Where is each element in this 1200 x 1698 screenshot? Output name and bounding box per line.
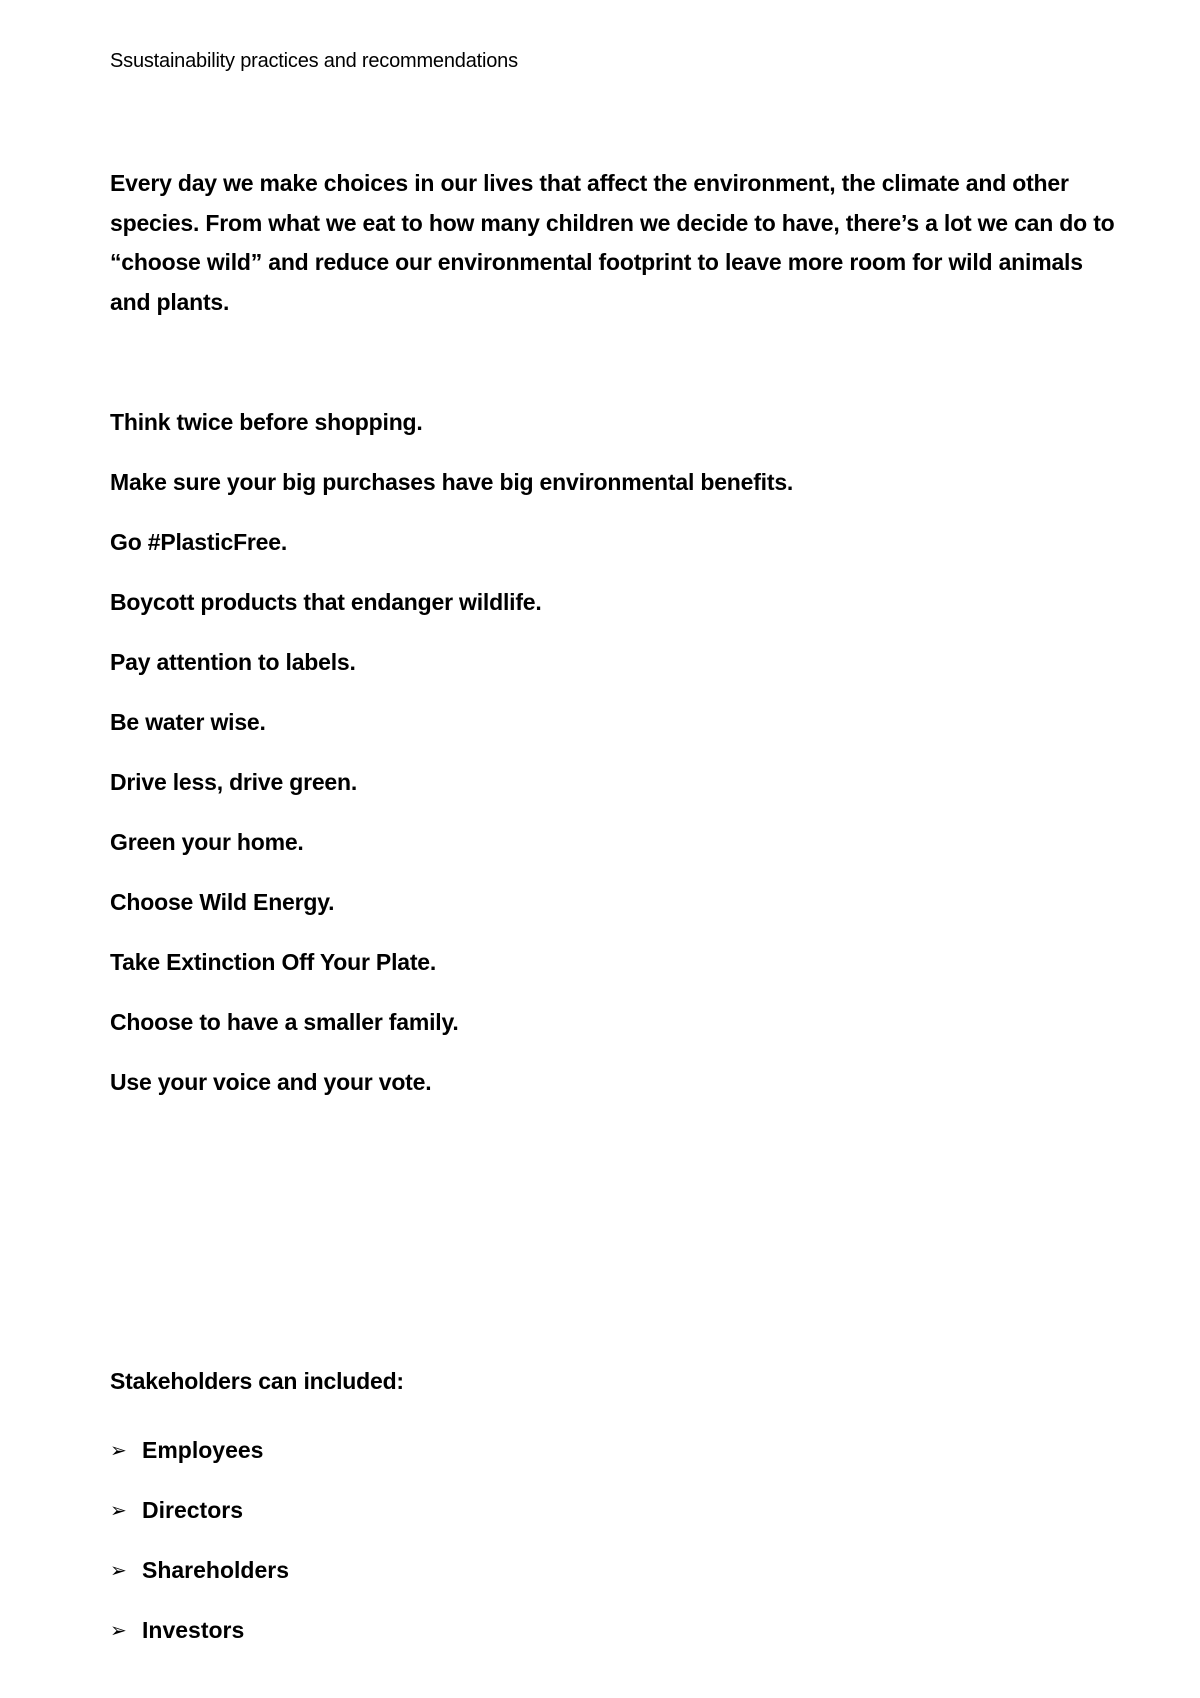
- stakeholder-item: [110, 1600, 289, 1660]
- tip-item: Boycott products that endanger wildlife.: [110, 589, 542, 615]
- stakeholders-list: [110, 1420, 289, 1660]
- tip-item: Green your home.: [110, 829, 304, 855]
- tip-item: Pay attention to labels.: [110, 649, 356, 675]
- stakeholder-item: [110, 1420, 289, 1480]
- tip-item: Think twice before shopping.: [110, 409, 423, 435]
- stakeholder-label: Directors: [142, 1497, 243, 1523]
- stakeholder-label: Employees: [142, 1437, 264, 1463]
- document-header-title: Ssustainability practices and recommendations: [110, 50, 518, 72]
- stakeholders-heading: Stakeholders can included:: [110, 1368, 404, 1394]
- tip-item: Drive less, drive green.: [110, 769, 358, 795]
- tip-item: Make sure your big purchases have big environmental benefits.: [110, 469, 794, 495]
- tips-list: [110, 402, 793, 1122]
- intro-paragraph: Every day we make choices in our lives that affect the environment, the climate and other species. From what we eat to how many children we decide to have, there’s a lot we can do to “choose wild” and reduce our environmental footprint to leave more room for wild animals and plants.: [110, 170, 1115, 315]
- tip-item: Go #PlasticFree.: [110, 529, 288, 555]
- tip-item: Choose to have a smaller family.: [110, 1009, 459, 1035]
- tip-item: Choose Wild Energy.: [110, 889, 335, 915]
- arrow-bullet-icon: ➢: [110, 1558, 127, 1582]
- tip-item: Use your voice and your vote.: [110, 1069, 432, 1095]
- arrow-bullet-icon: ➢: [110, 1618, 127, 1642]
- stakeholder-item: [110, 1540, 289, 1600]
- arrow-bullet-icon: ➢: [110, 1498, 127, 1522]
- stakeholder-label: Shareholders: [142, 1557, 289, 1583]
- tip-item: Be water wise.: [110, 709, 266, 735]
- arrow-bullet-icon: ➢: [110, 1438, 127, 1462]
- stakeholder-label: Investors: [142, 1617, 245, 1643]
- tip-item: Take Extinction Off Your Plate.: [110, 949, 437, 975]
- stakeholder-item: [110, 1480, 289, 1540]
